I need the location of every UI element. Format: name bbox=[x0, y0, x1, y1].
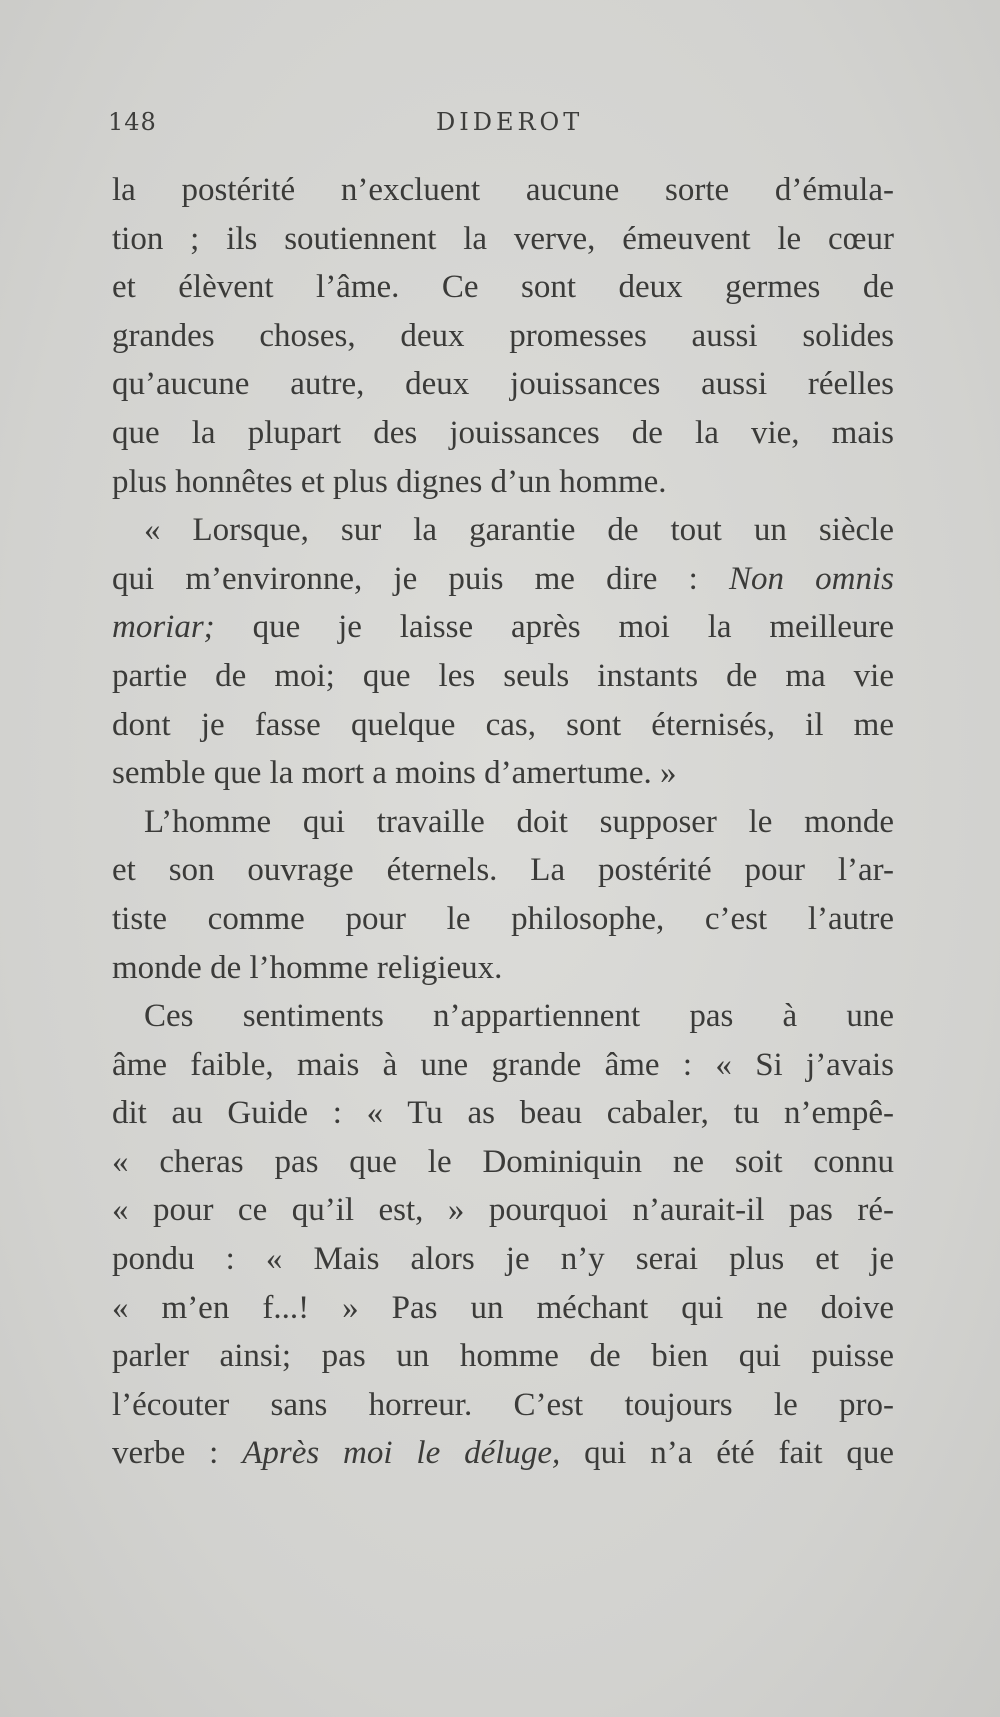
text-line: Ces sentiments n’appartiennent pas à une bbox=[144, 998, 894, 1035]
line-italic: Après moi le déluge, bbox=[242, 1435, 561, 1472]
text-line: et élèvent l’âme. Ce sont deux germes de bbox=[112, 269, 894, 306]
line-roman: que je laisse après moi la meilleure bbox=[214, 609, 894, 646]
text-line bbox=[112, 555, 894, 604]
body-text bbox=[112, 166, 894, 1478]
text-line: « cheras pas que le Dominiquin ne soit connu bbox=[112, 1143, 894, 1180]
text-line: monde de l’homme religieux. bbox=[112, 949, 503, 986]
line-italic: Non omnis bbox=[728, 560, 894, 597]
text-line: partie de moi; que les seuls instants de ma vie bbox=[112, 657, 894, 694]
text-line bbox=[112, 603, 894, 652]
text-line: et son ouvrage éternels. La postérité pour l’ar- bbox=[112, 852, 894, 889]
text-line: L’homme qui travaille doit supposer le monde bbox=[144, 803, 894, 840]
line-italic: moriar; bbox=[112, 609, 215, 646]
text-line: que la plupart des jouissances de la vie, mais bbox=[112, 414, 894, 451]
text-line: parler ainsi; pas un homme de bien qui puisse bbox=[112, 1338, 894, 1375]
text-line: tiste comme pour le philosophe, c’est l’autre bbox=[112, 900, 894, 937]
line-roman: verbe : bbox=[112, 1435, 243, 1472]
text-line: « pour ce qu’il est, » pourquoi n’aurait-il pas ré- bbox=[112, 1192, 894, 1229]
line-roman: qui n’a été fait que bbox=[560, 1435, 894, 1472]
text-line: plus honnêtes et plus dignes d’un homme. bbox=[112, 463, 667, 500]
text-line: semble que la mort a moins d’amertume. » bbox=[112, 755, 677, 792]
text-line bbox=[112, 1429, 894, 1478]
line-roman: qui m’environne, je puis me dire : bbox=[112, 560, 729, 597]
text-line: tion ; ils soutiennent la verve, émeuvent le cœur bbox=[112, 220, 894, 257]
text-line: l’écouter sans horreur. C’est toujours le pro- bbox=[112, 1386, 894, 1423]
text-line: qu’aucune autre, deux jouissances aussi réelles bbox=[112, 366, 894, 403]
text-line: grandes choses, deux promesses aussi solides bbox=[112, 317, 894, 354]
running-head bbox=[108, 108, 898, 144]
text-line: « m’en f...! » Pas un méchant qui ne doive bbox=[112, 1289, 894, 1326]
running-title: DIDEROT bbox=[436, 108, 584, 136]
text-line: dont je fasse quelque cas, sont éternisés, il me bbox=[112, 706, 894, 743]
text-line: âme faible, mais à une grande âme : « Si j’avais bbox=[112, 1046, 894, 1083]
text-line: la postérité n’excluent aucune sorte d’émula- bbox=[112, 172, 894, 208]
page-number: 148 bbox=[108, 108, 157, 136]
text-line: pondu : « Mais alors je n’y serai plus et je bbox=[112, 1241, 894, 1278]
text-line: « Lorsque, sur la garantie de tout un siècle bbox=[144, 512, 894, 549]
text-line: dit au Guide : « Tu as beau cabaler, tu n’empê- bbox=[112, 1095, 894, 1132]
